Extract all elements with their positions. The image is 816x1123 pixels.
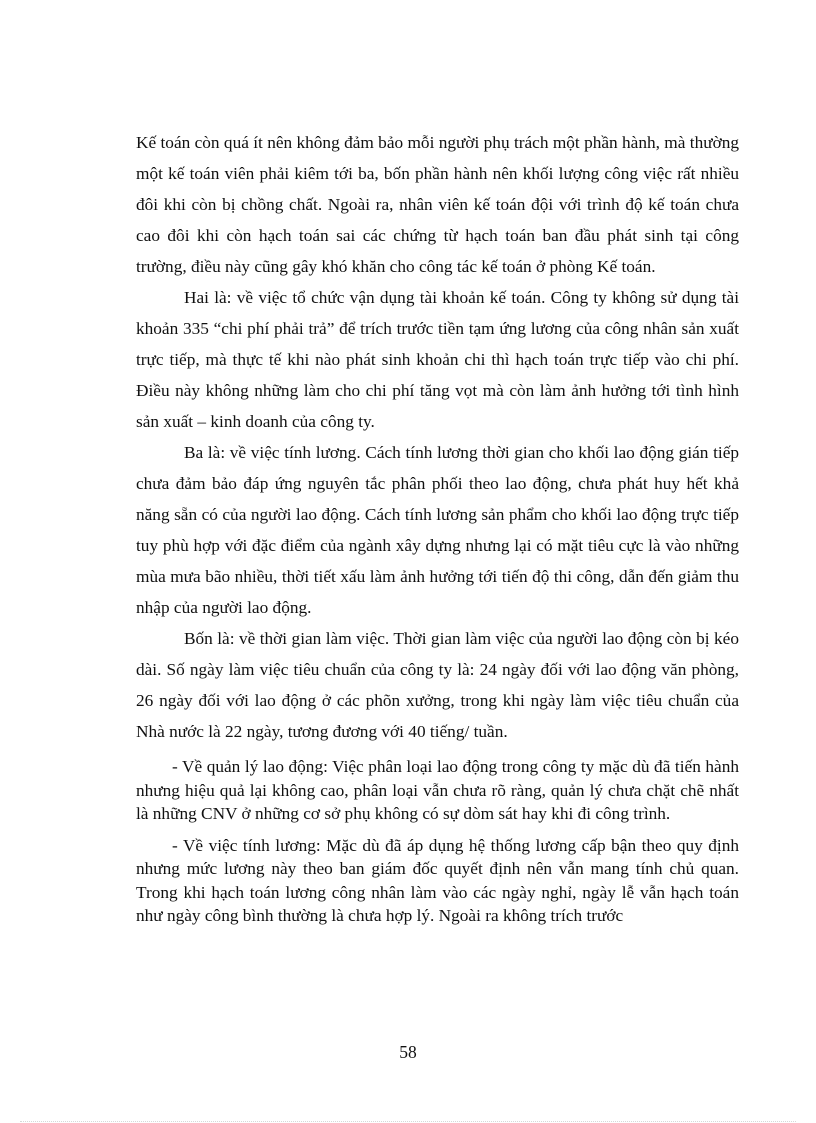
paragraph-accounting-staff: Kế toán còn quá ít nên không đảm bảo mỗi người phụ trách một phần hành, mà thường một kế toán viên phải kiêm tới ba, bốn phần hành nên khối lượng công việc rất nhiều đôi khi còn bị chồng chất. Ngoài ra, nhân viên kế toán đội với trình độ kế toán chưa cao đôi khi còn hạch toán sai các chứng từ hạch toán ban đầu phát sinh tại công trường, điều này cũng gây khó khăn cho công tác kế toán ở phòng Kế toán.	[136, 133, 739, 276]
page-bottom-divider	[20, 1121, 796, 1122]
page-number: 58	[399, 1042, 417, 1062]
paragraph-point-two: Hai là: về việc tổ chức vận dụng tài khoản kế toán. Công ty không sử dụng tài khoản 335 “chi phí phải trả” để trích trước tiền tạm ứng lương của công nhân sản xuất trực tiếp, mà thực tế khi nào phát sinh khoản chi thì hạch toán trực tiếp vào chi phí. Điều này không những làm cho chi phí tăng vọt mà còn làm ảnh hưởng tới tình hình sản xuất – kinh doanh của công ty.	[136, 288, 739, 431]
paragraph-point-three: Ba là: về việc tính lương. Cách tính lương thời gian cho khối lao động gián tiếp chưa đảm bảo đáp ứng nguyên tắc phân phối theo lao động, chưa phát huy hết khả năng sẵn có của người lao động. Cách tính lương sản phẩm cho khối lao động trực tiếp tuy phù hợp với đặc điểm của ngành xây dựng nhưng lại có mặt tiêu cực là vào những mùa mưa bão nhiều, thời tiết xấu làm ảnh hưởng tới tiến độ thi công, dẫn đến giảm thu nhập của người lao động.	[136, 443, 739, 617]
body-text	[136, 127, 739, 928]
paragraph-wage-calculation: - Về việc tính lương: Mặc dù đã áp dụng hệ thống lương cấp bận theo quy định nhưng mức lương này theo ban giám đốc quyết định nên vẫn mang tính chủ quan. Trong khi hạch toán lương công nhân làm vào các ngày nghỉ, ngày lễ vẫn hạch toán như ngày công bình thường là chưa hợp lý. Ngoài ra không trích trước	[136, 835, 739, 925]
paragraph-labor-management: - Về quản lý lao động: Việc phân loại lao động trong công ty mặc dù đã tiến hành nhưng hiệu quả lại không cao, phân loại vẫn chưa rõ ràng, quản lý chưa chặt chẽ nhất là những CNV ở những cơ sở phụ không có sự dòm sát hay khi đi công trình.	[136, 757, 739, 823]
paragraph-point-four: Bốn là: về thời gian làm việc. Thời gian làm việc của người lao động còn bị kéo dài. Số ngày làm việc tiêu chuẩn của công ty là: 24 ngày đối với lao động văn phòng, 26 ngày đối với lao động ở các phõn xưởng, trong khi ngày làm việc tiêu chuẩn của Nhà nước là 22 ngày, tương đương với 40 tiếng/ tuần.	[136, 629, 739, 741]
